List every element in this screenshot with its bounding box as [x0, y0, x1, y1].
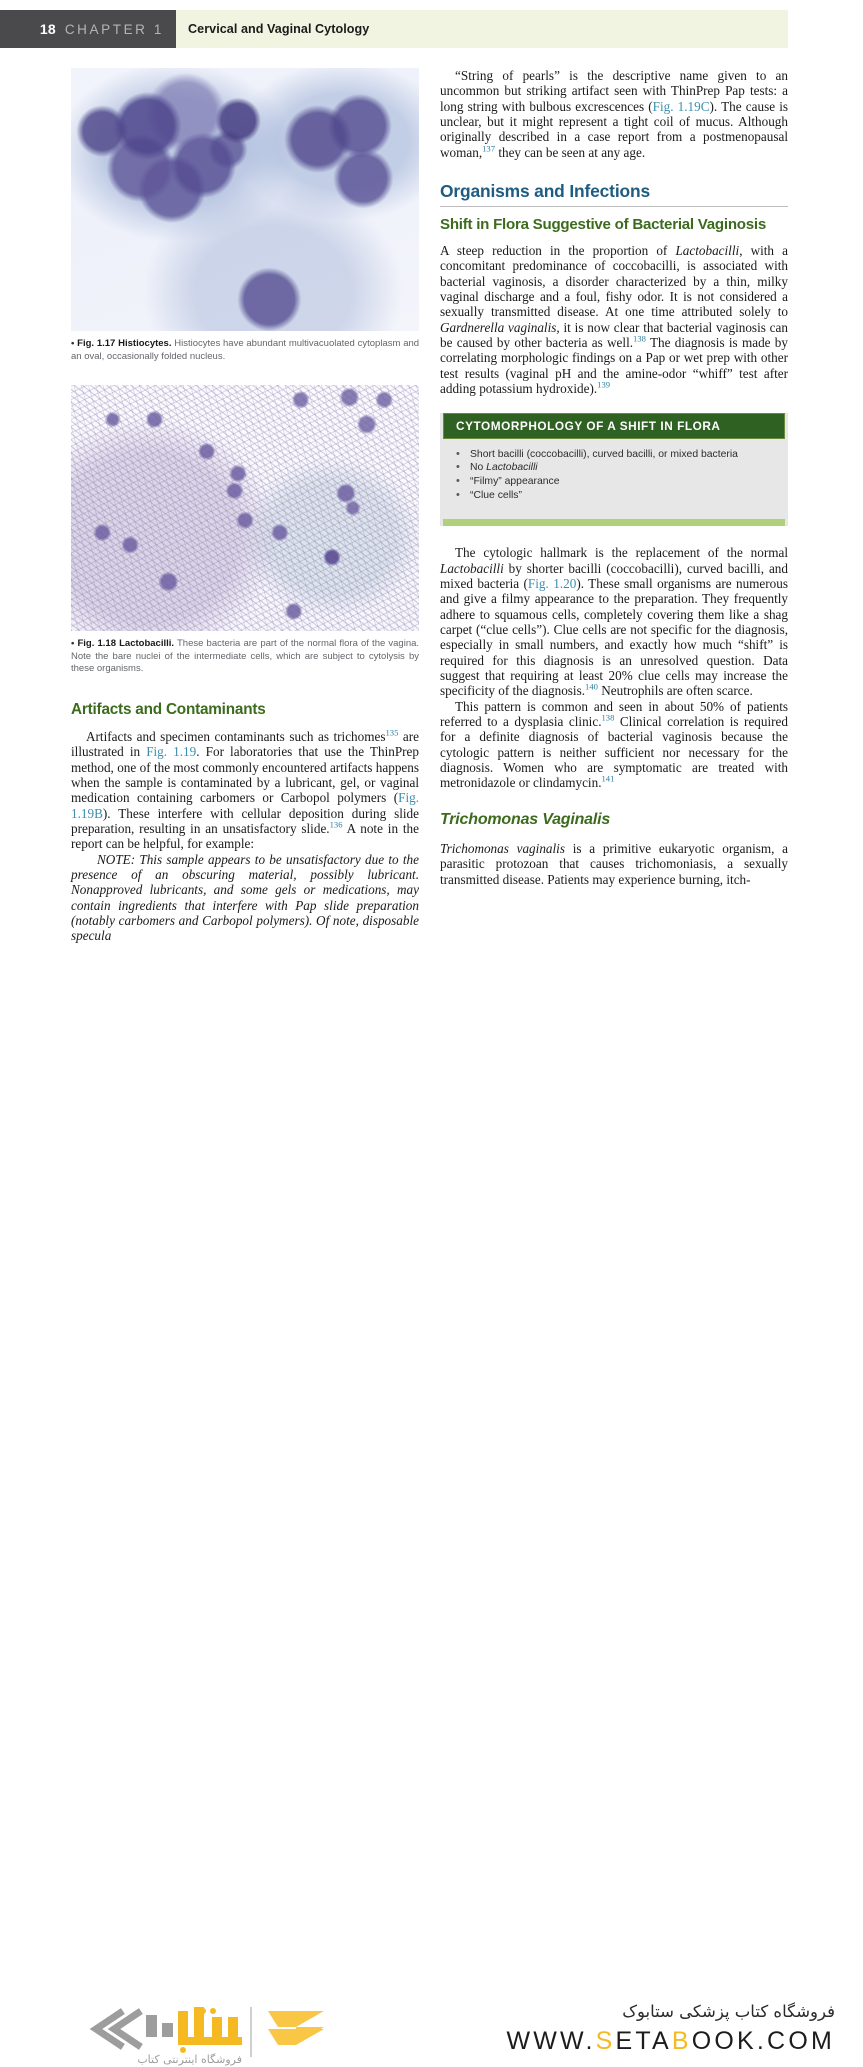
footer-brand-block [506, 2002, 835, 2056]
txt: The diagnosis is made by correlating morphologic findings on a Pap or wet prep with other test results (vaginal pH and the amine-odor “whiff” test after adding potassium hydroxide). [440, 335, 788, 397]
txt: A steep reduction in the proportion of [440, 243, 676, 259]
paragraph-artifacts [71, 729, 419, 852]
taxon-name: Gardnerella vaginalis [440, 319, 557, 335]
figure-cross-reference[interactable]: Fig. 1.19 [146, 744, 197, 760]
taxon-name: Lactobacilli [675, 243, 740, 259]
figure-1-17-caption [71, 338, 419, 363]
figure-cross-reference[interactable]: Fig. 1.19B [71, 790, 419, 821]
url-part: ETA [615, 2027, 672, 2055]
figure-1-17-title: Histiocytes. [118, 338, 172, 349]
url-part-highlight: S [595, 2027, 616, 2055]
logo-subtitle: فروشگاه اینترنتی کتاب [137, 2053, 242, 2066]
paragraph-note-sample: NOTE: This sample appears to be unsatisfactory due to the presence of an obscuring material, possibly lubricant. Nonapproved lubricants, and some gels or medications, may contain ingredients that interfere with Pap slide preparation (notably carbomers and Carbopol polymers). Of note, disposable specula [71, 851, 419, 944]
txt: Artifacts and specimen contaminants such as trichomes [86, 728, 386, 744]
item-text: Short bacilli (coccobacilli), curved bacilli, or mixed bacteria [470, 448, 738, 460]
txt: This pattern is common and seen in about 50% of patients referred to a dysplasia clinic. [440, 698, 788, 730]
txt: they can be seen at any age. [495, 144, 646, 160]
key-points-box [440, 413, 788, 527]
footnote-ref: 138 [601, 712, 615, 723]
figure-1-18-caption [71, 638, 419, 676]
footnote-ref: 139 [597, 379, 611, 390]
list-item [453, 476, 774, 489]
chapter-marker [0, 10, 176, 48]
footnote-ref: 135 [385, 727, 399, 738]
item-text: “Filmy” appearance [470, 475, 560, 487]
footer-website-url[interactable] [506, 2027, 835, 2056]
document-page [0, 0, 863, 995]
url-part: WWW. [506, 2027, 596, 2055]
txt: , with a concomitant predominance of coccobacilli, is associated with bacterial vaginosis, a disorder characterized by a thin, milky vaginal discharge and a foul, fishy odor. It is not considered a sexually transmitted disease. At one time attributed solely to [440, 243, 788, 320]
micrograph-histiocytes [71, 68, 419, 331]
txt: “String of pearls” is the descriptive name given to an uncommon but striking artifact seen with ThinPrep Pap tests: a long string with bulbous excrescences ( [440, 68, 788, 114]
txt: . For laboratories that use the ThinPrep method, one of the most commonly encountered artifacts happens when the sample is contaminated by a lubricant, gel, or vaginal medication containing carbomers or Carbopol polymers ( [71, 744, 419, 806]
paragraph-shift-in-flora [440, 243, 788, 396]
figure-1-18-title: Lactobacilli. [119, 638, 175, 650]
taxon-name: Lactobacilli [486, 462, 538, 474]
footnote-ref: 141 [601, 774, 615, 785]
figure-1-17-number: Fig. 1.17 [77, 338, 116, 349]
txt: by shorter bacilli (coccobacilli), curved bacilli, and mixed bacteria ( [440, 560, 788, 591]
txt: is a primitive eukaryotic organism, a parasitic protozoan that causes trichomoniasis, a sexually transmitted disease. Patients may experience burning, itch- [440, 840, 789, 887]
txt: Clinical correlation is required for a definite diagnosis of bacterial vaginosis because the cytologic pattern is neither sufficient nor necessary for the diagnosis. Women who are symptomatic are treated with metronidazole or clindamycin. [440, 714, 788, 791]
page-title: Cervical and Vaginal Cytology [188, 22, 370, 36]
chapter-label: CHAPTER 1 [64, 21, 164, 37]
page-number: 18 [39, 21, 56, 37]
txt: Neutrophils are often scarce. [597, 683, 753, 699]
micrograph-lactobacilli [71, 385, 419, 631]
txt: A note in the report can be helpful, for example: [71, 821, 419, 852]
paragraph-pattern-prevalence [440, 699, 788, 791]
figure-1-17-text: Histiocytes have abundant multivacuolated cytoplasm and an oval, occasionally folded nucleus. [71, 338, 420, 362]
figure-cross-reference[interactable]: Fig. 1.20 [527, 576, 577, 591]
paragraph-cytologic-hallmark [440, 545, 788, 698]
item-text: “Clue cells” [470, 489, 522, 501]
heading-shift-in-flora: Shift in Flora Suggestive of Bacterial Vaginosis [440, 216, 767, 234]
heading-trichomonas-vaginalis: Trichomonas Vaginalis [440, 810, 611, 828]
txt: , it is now clear that bacterial vaginosis can be caused by other bacteria as well. [440, 319, 788, 351]
key-points-box-title: CYTOMORPHOLOGY OF A SHIFT IN FLORA [443, 413, 785, 439]
key-points-box-footer-bar [443, 519, 785, 526]
setabook-logo[interactable] [82, 2003, 382, 2067]
txt: ). The cause is unclear, but it might represent a tight coil of mucus. Although originally described in a case report from a postmenopausal woman, [440, 98, 788, 160]
key-points-list [440, 442, 788, 520]
figure-1-18-text: These bacteria are part of the normal flora of the vagina. Note the bare nuclei of the intermediate cells, which are subject to cytolysis by these organisms. [71, 638, 420, 675]
footnote-ref: 140 [585, 682, 598, 693]
footnote-ref: 138 [633, 333, 646, 344]
footnote-ref: 136 [329, 819, 343, 830]
left-column [71, 68, 419, 944]
footer-persian-tagline: فروشگاه کتاب پزشکی ستابوک [622, 2002, 835, 2021]
footnote-ref: 137 [482, 143, 496, 154]
txt: ). These small organisms are numerous and give a filmy appearance to the preparation. They frequently adhere to squamous cells, completely covering them like a shag carpet (“clue cells”). Clue cells are not specific for the diagnosis, especially in small numbers, and exactly how much “shift” is required for this diagnosis is an unresolved question. Data suggest that requiring at least 20% clue cells may increase the specificity of the diagnosis. [440, 576, 788, 699]
taxon-name: Lactobacilli [440, 560, 504, 576]
txt: ). These interfere with cellular deposition during slide preparation, resulting in an unsatisfactory slide. [71, 805, 419, 837]
txt: The cytologic hallmark is the replacement of the normal [455, 545, 788, 561]
paragraph-string-of-pearls [440, 68, 788, 160]
figure-1-17 [71, 68, 419, 363]
figure-cross-reference[interactable]: Fig. 1.19C [652, 98, 710, 114]
txt: are illustrated in [71, 728, 419, 760]
figure-1-18 [71, 385, 419, 676]
figure-1-18-number: Fig. 1.18 [77, 638, 116, 650]
list-item [453, 449, 774, 462]
footer-watermark-strip [0, 995, 863, 2066]
list-item [453, 462, 774, 475]
caption-bullet: • [71, 638, 75, 650]
paragraph-trichomonas [440, 841, 788, 887]
right-column [440, 68, 788, 887]
url-part: OOK.COM [691, 2027, 835, 2055]
url-part-highlight: B [671, 2027, 692, 2055]
taxon-name: Trichomonas vaginalis [440, 840, 565, 856]
heading-artifacts-and-contaminants: Artifacts and Contaminants [71, 700, 266, 718]
heading-organisms-and-infections: Organisms and Infections [440, 181, 788, 207]
list-item [453, 490, 774, 503]
caption-bullet: • [71, 338, 75, 349]
item-text: No [470, 462, 487, 474]
